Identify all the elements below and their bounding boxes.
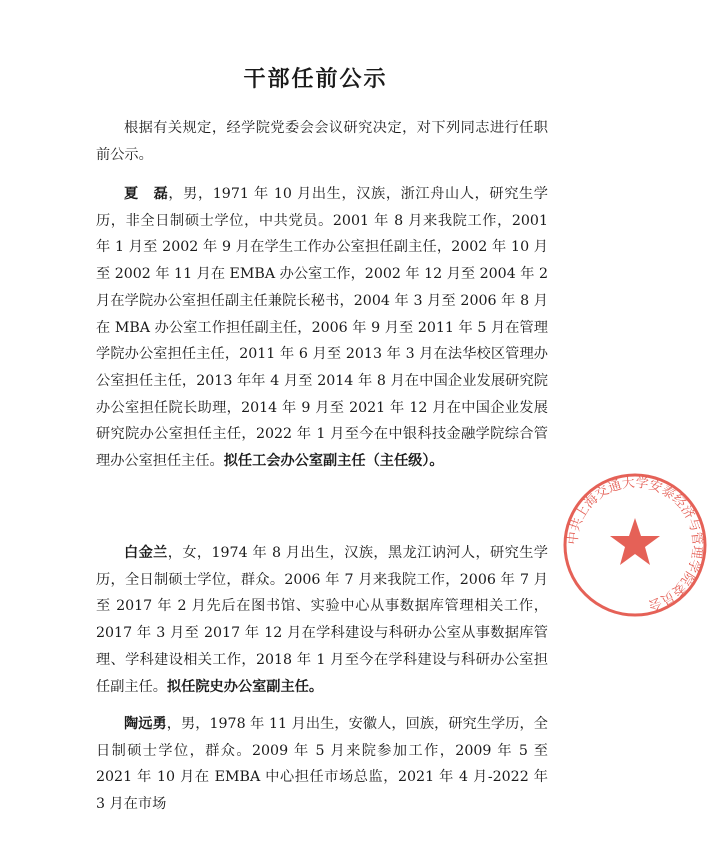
- intro-paragraph: 根据有关规定，经学院党委会会议研究决定，对下列同志进行任职前公示。: [96, 120, 548, 163]
- person-bio: ，女，1974 年 8 月出生，汉族，黑龙江讷河人，研究生学历，全日制硕士学位，群众。2006 年 7 月来我院工作，2006 年 7 月至 2017 年 2 月先后在图书馆、实验中心从事数据库管理相关工作，2017 年 3 月至 2017 年 12 月在学科建设与科研办公室从事数据库管理、学科建设相关工作，2018 年 1 月至今在学科建设与科研办公室担任副主任。: [96, 545, 548, 695]
- person-appointment: 拟任院史办公室副主任。: [166, 678, 324, 695]
- person-paragraph-1: [96, 181, 548, 475]
- person-paragraph-2: [96, 540, 548, 700]
- person-name: 白金兰: [124, 545, 168, 561]
- person-bio: ，男，1978 年 11 月出生，安徽人，回族，研究生学历，全日制硕士学位，群众。2009 年 5 月来院参加工作，2009 年 5 至 2021 年 10 月在 EMBA 中心担任市场总监，2021 年 4 月-2022 年 3 月在市场: [96, 716, 548, 813]
- seal-text: 中共上海交通大学安泰经济与管理学院委员会: [565, 475, 705, 613]
- person-bio: ，男，1971 年 10 月出生，汉族，浙江舟山人，研究生学历，非全日制硕士学位，中共党员。2001 年 8 月来我院工作，2001 年 1 月至 2002 年 9 月在学生工作办公室担任副主任，2002 年 10 月至 2002 年 11 月在 EMBA 办公室工作，2002 年 12 月至 2004 年 2 月在学院办公室担任副主任兼院长秘书，2004 年 3 月至 2006 年 8 月在 MBA 办公室工作担任副主任，2006 年 9 月至 2011 年 5 月在管理学院办公室担任主任，2011 年 6 月至 2013 年 3 月在法华校区管理办公室担任主任，2013 年年 4 月至 2014 年 8 月在中国企业发展研究院办公室担任院长助理，2014 年 9 月至 2021 年 12 月在中国企业发展研究院办公室担任主任，2022 年 1 月至今在中银科技金融学院综合管理办公室担任主任。: [96, 186, 548, 470]
- person-paragraph-3: [96, 711, 548, 818]
- official-seal-stamp: [560, 470, 710, 620]
- person-name: 夏 磊: [124, 186, 169, 202]
- person-appointment: 拟任工会办公室副主任（主任级）。: [223, 453, 444, 470]
- person-name: 陶远勇: [124, 716, 167, 732]
- seal-star-icon: [610, 518, 660, 565]
- page-title: 干部任前公示: [243, 67, 388, 92]
